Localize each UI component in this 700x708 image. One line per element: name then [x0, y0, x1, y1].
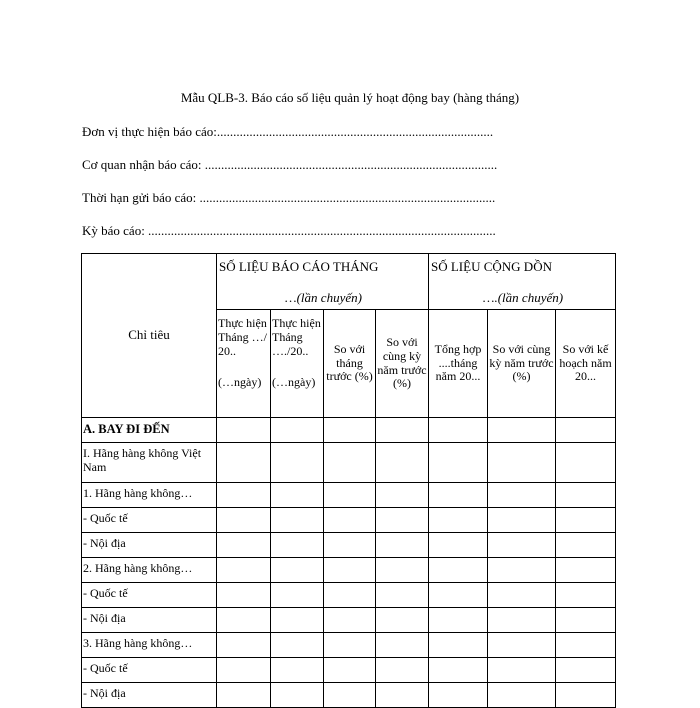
data-cell[interactable]	[488, 483, 556, 508]
row-label: - Quốc tế	[82, 583, 217, 608]
data-cell[interactable]	[324, 508, 376, 533]
table-row	[82, 583, 616, 608]
row-label: - Nội địa	[82, 683, 217, 708]
row-label: I. Hãng hàng không Việt Nam	[82, 443, 217, 483]
data-cell[interactable]	[271, 683, 324, 708]
data-cell[interactable]	[324, 658, 376, 683]
data-cell[interactable]	[556, 533, 616, 558]
sub-header-days: (…ngày)	[218, 375, 262, 390]
data-cell[interactable]	[376, 608, 429, 633]
table-row	[82, 658, 616, 683]
data-cell[interactable]	[324, 418, 376, 443]
data-cell[interactable]	[556, 558, 616, 583]
data-cell[interactable]	[429, 533, 488, 558]
data-cell[interactable]	[376, 583, 429, 608]
data-cell[interactable]	[376, 683, 429, 708]
data-cell[interactable]	[271, 418, 324, 443]
data-cell[interactable]	[271, 558, 324, 583]
data-cell[interactable]	[376, 483, 429, 508]
data-cell[interactable]	[271, 443, 324, 483]
data-cell[interactable]	[488, 683, 556, 708]
sub-header-cell: So với cùng kỳ năm trước (%)	[488, 310, 556, 418]
data-cell[interactable]	[488, 583, 556, 608]
data-cell[interactable]	[376, 418, 429, 443]
sub-header-cell	[217, 310, 271, 418]
monthly-group-header	[217, 254, 429, 310]
data-cell[interactable]	[217, 443, 271, 483]
data-cell[interactable]	[556, 583, 616, 608]
data-cell[interactable]	[271, 658, 324, 683]
data-cell[interactable]	[556, 418, 616, 443]
data-cell[interactable]	[376, 508, 429, 533]
table-row	[82, 483, 616, 508]
data-cell[interactable]	[376, 633, 429, 658]
data-cell[interactable]	[324, 633, 376, 658]
data-cell[interactable]	[429, 608, 488, 633]
data-cell[interactable]	[217, 418, 271, 443]
table-row	[82, 558, 616, 583]
row-label: - Nội địa	[82, 608, 217, 633]
data-cell[interactable]	[556, 633, 616, 658]
data-cell[interactable]	[217, 483, 271, 508]
data-cell[interactable]	[271, 483, 324, 508]
data-cell[interactable]	[324, 483, 376, 508]
table-row	[82, 443, 616, 483]
data-cell[interactable]	[488, 418, 556, 443]
data-cell[interactable]	[376, 533, 429, 558]
data-cell[interactable]	[217, 658, 271, 683]
data-cell[interactable]	[488, 658, 556, 683]
data-cell[interactable]	[429, 683, 488, 708]
row-label: - Nội địa	[82, 533, 217, 558]
form-title: Mẫu QLB-3. Báo cáo số liệu quản lý hoạt động bay (hàng tháng)	[180, 90, 520, 105]
data-cell[interactable]	[271, 633, 324, 658]
data-cell[interactable]	[376, 443, 429, 483]
data-cell[interactable]	[324, 608, 376, 633]
data-cell[interactable]	[271, 583, 324, 608]
sub-header-cell	[271, 310, 324, 418]
data-cell[interactable]	[324, 443, 376, 483]
table-row	[82, 418, 616, 443]
data-cell[interactable]	[488, 608, 556, 633]
data-cell[interactable]	[488, 633, 556, 658]
table-row	[82, 608, 616, 633]
reporting-period-field: Kỳ báo cáo: ...........................................................................................................	[82, 223, 496, 238]
row-label: - Quốc tế	[82, 658, 217, 683]
data-cell[interactable]	[217, 508, 271, 533]
data-cell[interactable]	[488, 533, 556, 558]
sub-header-text: Thực hiện Tháng …/ 20..	[218, 316, 267, 358]
table-row	[82, 533, 616, 558]
data-cell[interactable]	[217, 558, 271, 583]
criteria-header: Chỉ tiêu	[82, 254, 217, 418]
sub-header-cell: So với kế hoạch năm 20...	[556, 310, 616, 418]
data-cell[interactable]	[556, 658, 616, 683]
sub-header-days: (…ngày)	[272, 375, 316, 390]
data-cell[interactable]	[324, 533, 376, 558]
cumulative-group-title: SỐ LIỆU CỘNG DỒN	[431, 259, 552, 274]
receiving-agency-field: Cơ quan nhận báo cáo: ..........................................................................................	[82, 157, 498, 172]
data-cell[interactable]	[324, 583, 376, 608]
data-cell[interactable]	[217, 583, 271, 608]
report-table	[81, 253, 616, 708]
data-cell[interactable]	[556, 443, 616, 483]
row-label: 2. Hãng hàng không…	[82, 558, 217, 583]
data-cell[interactable]	[429, 583, 488, 608]
data-cell[interactable]	[217, 683, 271, 708]
monthly-group-unit: …(lần chuyến)	[285, 289, 362, 305]
sub-header-cell: Tổng hợp ....tháng năm 20...	[429, 310, 488, 418]
data-cell[interactable]	[217, 633, 271, 658]
data-cell[interactable]	[217, 608, 271, 633]
data-cell[interactable]	[271, 608, 324, 633]
data-cell[interactable]	[429, 508, 488, 533]
cumulative-group-header	[429, 254, 616, 310]
data-cell[interactable]	[217, 533, 271, 558]
submission-deadline-field: Thời hạn gửi báo cáo: ...........................................................................................	[82, 190, 496, 205]
row-label: A. BAY ĐI ĐẾN	[82, 418, 217, 443]
cumulative-group-unit: ….(lần chuyến)	[482, 289, 564, 305]
data-cell[interactable]	[376, 558, 429, 583]
row-label: 1. Hãng hàng không…	[82, 483, 217, 508]
data-cell[interactable]	[556, 608, 616, 633]
data-cell[interactable]	[556, 483, 616, 508]
sub-header-cell: So với tháng trước (%)	[324, 310, 376, 418]
table-row	[82, 683, 616, 708]
monthly-group-title: SỐ LIỆU BÁO CÁO THÁNG	[219, 259, 379, 274]
data-cell[interactable]	[429, 443, 488, 483]
data-cell[interactable]	[429, 418, 488, 443]
reporting-unit-field: Đơn vị thực hiện báo cáo:.....................................................................................	[82, 124, 494, 139]
row-label: 3. Hãng hàng không…	[82, 633, 217, 658]
data-cell[interactable]	[271, 508, 324, 533]
table-row	[82, 633, 616, 658]
data-cell[interactable]	[429, 658, 488, 683]
sub-header-cell: So với cùng kỳ năm trước (%)	[376, 310, 429, 418]
sub-header-text: Thực hiện Tháng …./20..	[272, 316, 321, 358]
data-cell[interactable]	[429, 633, 488, 658]
data-cell[interactable]	[376, 658, 429, 683]
data-cell[interactable]	[488, 558, 556, 583]
data-cell[interactable]	[324, 683, 376, 708]
data-cell[interactable]	[271, 533, 324, 558]
data-cell[interactable]	[429, 483, 488, 508]
data-cell[interactable]	[556, 683, 616, 708]
row-label: - Quốc tế	[82, 508, 217, 533]
data-cell[interactable]	[488, 443, 556, 483]
data-cell[interactable]	[324, 558, 376, 583]
data-cell[interactable]	[429, 558, 488, 583]
data-cell[interactable]	[556, 508, 616, 533]
table-row	[82, 508, 616, 533]
data-cell[interactable]	[488, 508, 556, 533]
